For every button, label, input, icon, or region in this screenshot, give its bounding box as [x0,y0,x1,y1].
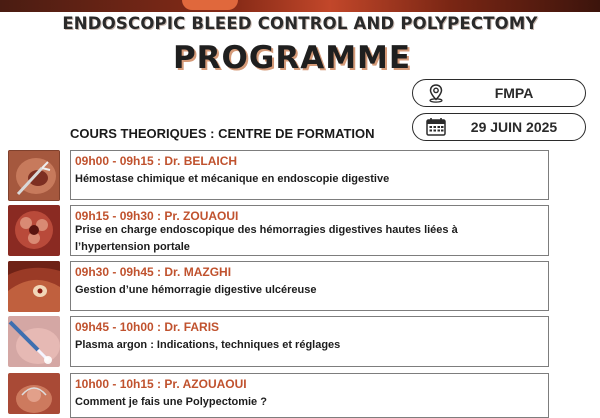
session-3-thumbnail [8,261,60,312]
date-text: 29 JUIN 2025 [470,119,558,135]
session-1-thumbnail [8,150,60,201]
session-4-talk-title: Plasma argon : Indications, techniques et réglages [75,339,341,351]
location-text: FMPA [494,85,534,101]
ulcer-bleed-image [8,261,60,312]
session-3-time-speaker: 09h30 - 09h45 : Dr. MAZGHI [75,265,232,279]
date-pill [412,113,586,141]
session-card-2 [70,205,549,256]
session-1-talk-title: Hémostase chimique et mécanique en endoscopie digestive [75,173,390,185]
session-5-thumbnail [8,373,60,414]
programme-heading: PROGRAMME [172,40,412,76]
polypectomy-image [8,373,60,414]
banner-glow [182,0,238,10]
session-card-4 [70,316,549,367]
calendar-icon [425,117,447,137]
session-3-talk-title: Gestion d’une hémorragie digestive ulcéreuse [75,284,317,296]
session-5-talk-title: Comment je fais une Polypectomie ? [75,396,267,408]
session-2-talk-title: Prise en charge endoscopique des hémorragies digestives hautes liées à l’hypertension portale [75,224,458,253]
session-4-time-speaker: 09h45 - 10h00 : Dr. FARIS [75,320,220,334]
session-5-time-speaker: 10h00 - 10h15 : Pr. AZOUAOUI [75,377,247,391]
event-title: ENDOSCOPIC BLEED CONTROL AND POLYPECTOMY [62,14,538,33]
session-card-1 [70,150,549,200]
endoscopic-clip-image [8,150,60,201]
session-4-thumbnail [8,316,60,367]
section-heading: COURS THEORIQUES : CENTRE DE FORMATION [70,126,375,141]
top-banner-strip [0,0,600,12]
session-card-5 [70,373,549,418]
session-1-time-speaker: 09h00 - 09h15 : Dr. BELAICH [75,154,238,168]
session-2-thumbnail [8,205,60,256]
argon-plasma-image [8,316,60,367]
varices-band-ligation-image [8,205,60,256]
location-pill [412,79,586,107]
session-2-time-speaker: 09h15 - 09h30 : Pr. ZOUAOUI [75,209,239,223]
session-card-3 [70,261,549,311]
map-pin-icon [425,83,447,103]
